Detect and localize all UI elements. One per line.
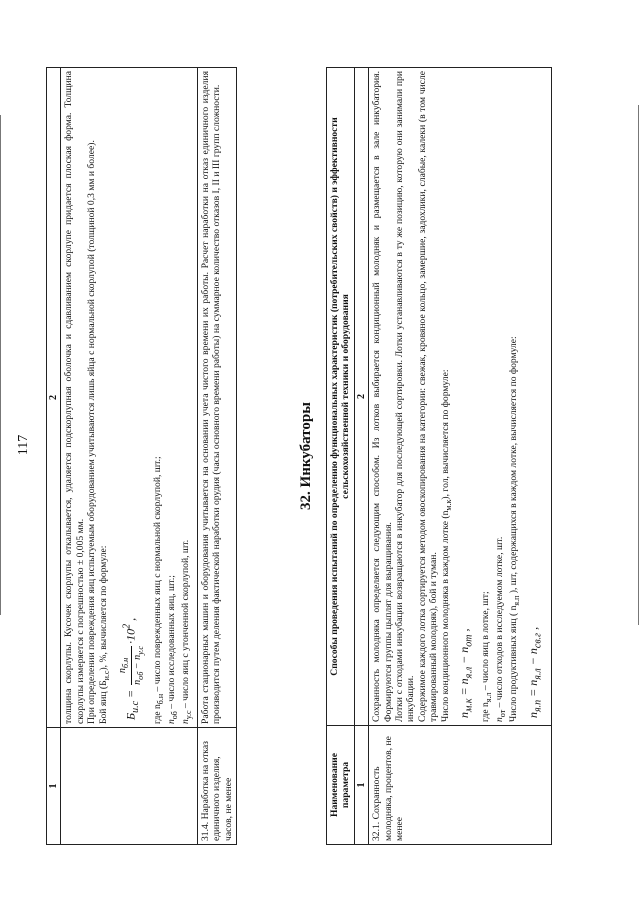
header-col-1: 1 <box>47 728 61 845</box>
method-cell <box>369 68 551 726</box>
method-text: Сохранность молодняка определяется следующим способом. Из лотков выбирается кондиционный молодняк и размещается в зале инкубатория. Формируются группы цыплят для выращивания. <box>371 71 394 722</box>
page-number: 117 <box>16 434 31 456</box>
table-header-row <box>327 68 355 845</box>
method-text: Число кондиционного молодняка в каждом лотке $(n_{м.к})$, гол, вычисляется по формуле: <box>439 369 453 722</box>
method-text: Лотки с отходами инкубации возвращаются в инкубатор для последующей сортировки. Лотки устанавливаются в ту же позицию, которую они занимали при инкубации. <box>394 71 417 722</box>
formula-variable-note: $n_{от}$ – число отходов в исследуемом лотке, шт. <box>494 536 507 722</box>
header-method: Способы проведения испытаний по определению функциональных характеристик (потребительских свойств) и эффективности сельскохозяйственной техники и оборудования <box>327 68 355 726</box>
table-params-32 <box>326 67 552 845</box>
formula-variable-note: $n_{об}$ – число исследованных яиц, шт.; <box>166 575 179 724</box>
method-cell <box>61 68 197 728</box>
method-text: При определении повреждения яиц испытуемым оборудованием учитываются лишь яйца с нормальной скорлупой (толщиной 0,3 мм и более). <box>86 140 98 724</box>
table-params-31 <box>46 67 237 845</box>
formula-productive-eggs: $n_{я.п} = n_{я.л} - n_{св.г}$ , <box>525 626 544 718</box>
param-name-cell <box>61 728 197 845</box>
scan-artifact-line <box>638 105 639 625</box>
param-name-cell: 31.4. Наработка на отказ единичного изделия, часов, не менее <box>197 728 236 845</box>
method-text: Содержимое каждого лотка сортируется методом овоскопирования на категории: свежак, кровяное кольцо, замершие, задохлики, слабые, калеки (в том числе травмированный молодняк), бой и туман. <box>416 71 440 722</box>
formula-variable-note: $n_{у.с}$ – число яиц с утонченной скорлупой, шт. <box>180 539 194 724</box>
header-col-1: 1 <box>354 726 368 845</box>
method-cell: Работа стационарных машин и оборудования учитывается на основании учета чистого времени их работы. Расчет наработки на отказ единичного изделия производится путем деления фактической наработки орудия (часы основного времени работы) на суммарное количество отказов I, II и III групп сложности. <box>197 68 236 728</box>
section-title: 32. Инкубаторы <box>298 402 314 510</box>
table-header-row <box>47 68 61 845</box>
header-col-2: 2 <box>47 68 61 728</box>
method-text: Бой яиц $(Б_{и.с})$, %, вычисляется по формуле: <box>97 545 111 724</box>
formula-variable-note: где $n_{б.н}$ – число поврежденных яиц с нормальной скорлупой, шт.; <box>151 456 165 724</box>
formula-variable-note: где $n_{я.л}$ – число яиц в лотке, шт; <box>479 591 493 722</box>
formula-egg-breakage: $Б_{и.с}$ = $n_{б.н}$ $n_{об} - n_{у.с}$ $\cdot 10^2$ , <box>116 617 146 720</box>
header-col-2: 2 <box>354 68 368 726</box>
table-number-row <box>354 68 368 845</box>
formula-conditional-chicks: $n_{м.к} = n_{я.л} - n_{от}$ , <box>456 628 475 718</box>
scan-artifact-line <box>0 115 1 615</box>
table-row <box>197 68 236 845</box>
method-text: толщина скорлупы. Кусочек скорлупы откалывается, удаляется подскорлупная оболочка и сдавливанием скорлупе придается плоская форма. Толщина скорлупы измеряется с погрешностью ± 0,005 мм. <box>63 71 86 724</box>
table-row <box>369 68 551 845</box>
formula-fraction: $n_{б.н}$ $n_{об} - n_{у.с}$ <box>116 645 146 685</box>
method-text: Число продуктивных яиц ( $n_{я.п}$ ), шт, содержащихся в каждом лотке, вычисляется по формуле: <box>508 336 522 722</box>
header-param-name: Наименование параметра <box>327 726 355 845</box>
table-row <box>61 68 197 845</box>
param-name-cell: 32.1. Сохранность молодняка, процентов, не менее <box>369 726 551 845</box>
